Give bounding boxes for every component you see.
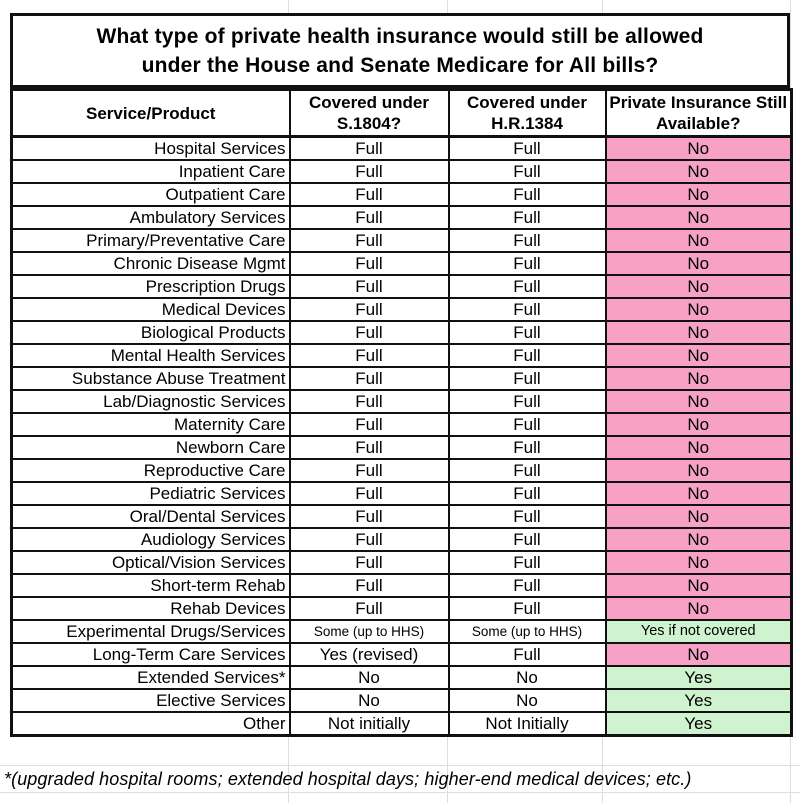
availability-cell: No [606,528,792,551]
hr1384-cell: Full [449,643,606,666]
availability-cell: No [606,551,792,574]
availability-cell: No [606,597,792,620]
hr1384-cell: Full [449,413,606,436]
availability-cell: No [606,413,792,436]
s1804-cell: Full [290,482,449,505]
table-row [12,436,792,459]
s1804-cell: Full [290,321,449,344]
service-cell: Other [12,712,290,736]
table-row [12,321,792,344]
s1804-cell: Not initially [290,712,449,736]
s1804-cell: Full [290,252,449,275]
table-row [12,252,792,275]
table-row [12,183,792,206]
hr1384-cell: Full [449,482,606,505]
table-row [12,206,792,229]
hr1384-cell: Full [449,229,606,252]
availability-cell: Yes if not covered [606,620,792,643]
service-cell: Mental Health Services [12,344,290,367]
s1804-cell: Full [290,528,449,551]
page-title-line2: under the House and Senate Medicare for All bills? [141,53,659,77]
coverage-table [10,88,793,737]
s1804-cell: Yes (revised) [290,643,449,666]
table-row [12,643,792,666]
hr1384-cell: Full [449,206,606,229]
hr1384-cell: Full [449,528,606,551]
column-header-hr1384: Covered under H.R.1384 [449,90,606,137]
service-cell: Primary/Preventative Care [12,229,290,252]
page-title [10,13,790,88]
service-cell: Outpatient Care [12,183,290,206]
hr1384-cell: Full [449,597,606,620]
footnote: *(upgraded hospital rooms; extended hospital days; higher-end medical devices; etc.) [4,769,692,789]
hr1384-cell: Full [449,321,606,344]
table-row [12,160,792,183]
table-row [12,712,792,736]
s1804-cell: Full [290,390,449,413]
s1804-cell: Full [290,505,449,528]
hr1384-cell: No [449,666,606,689]
table-row [12,505,792,528]
table-row [12,137,792,161]
service-cell: Audiology Services [12,528,290,551]
hr1384-cell: Full [449,137,606,161]
column-header-service-product: Service/Product [12,90,290,137]
service-cell: Long-Term Care Services [12,643,290,666]
service-cell: Reproductive Care [12,459,290,482]
hr1384-cell: Full [449,505,606,528]
availability-cell: No [606,643,792,666]
availability-cell: No [606,505,792,528]
hr1384-cell: Full [449,183,606,206]
s1804-cell: Full [290,206,449,229]
hr1384-cell: Full [449,344,606,367]
table-row [12,229,792,252]
hr1384-cell: Full [449,367,606,390]
service-cell: Substance Abuse Treatment [12,367,290,390]
s1804-cell: Full [290,344,449,367]
table-row [12,482,792,505]
s1804-cell: Full [290,459,449,482]
table-row [12,275,792,298]
table-row [12,528,792,551]
service-cell: Optical/Vision Services [12,551,290,574]
hr1384-cell: Some (up to HHS) [449,620,606,643]
hr1384-cell: Full [449,275,606,298]
s1804-cell: Full [290,275,449,298]
header-row [12,90,792,137]
service-cell: Experimental Drugs/Services [12,620,290,643]
s1804-cell: No [290,689,449,712]
availability-cell: No [606,482,792,505]
availability-cell: No [606,229,792,252]
s1804-cell: Full [290,413,449,436]
service-cell: Biological Products [12,321,290,344]
table-row [12,689,792,712]
table-row [12,597,792,620]
availability-cell: No [606,459,792,482]
service-cell: Medical Devices [12,298,290,321]
s1804-cell: Full [290,137,449,161]
column-header-s1804: Covered under S.1804? [290,90,449,137]
service-cell: Pediatric Services [12,482,290,505]
column-header-private-insurance: Private Insurance Still Available? [606,90,792,137]
availability-cell: Yes [606,712,792,736]
service-cell: Maternity Care [12,413,290,436]
s1804-cell: Full [290,183,449,206]
grid-line-horizontal [0,792,800,793]
s1804-cell: Some (up to HHS) [290,620,449,643]
hr1384-cell: Full [449,574,606,597]
availability-cell: No [606,436,792,459]
table-row [12,390,792,413]
s1804-cell: Full [290,160,449,183]
availability-cell: Yes [606,689,792,712]
page-title-line1: What type of private health insurance would still be allowed [96,24,704,48]
hr1384-cell: Full [449,551,606,574]
availability-cell: No [606,252,792,275]
service-cell: Ambulatory Services [12,206,290,229]
availability-cell: No [606,137,792,161]
service-cell: Extended Services* [12,666,290,689]
table-row [12,666,792,689]
availability-cell: No [606,367,792,390]
hr1384-cell: Full [449,298,606,321]
availability-cell: No [606,160,792,183]
s1804-cell: Full [290,229,449,252]
hr1384-cell: Full [449,252,606,275]
service-cell: Chronic Disease Mgmt [12,252,290,275]
table-row [12,620,792,643]
hr1384-cell: Full [449,436,606,459]
table-row [12,574,792,597]
s1804-cell: Full [290,298,449,321]
availability-cell: No [606,574,792,597]
service-cell: Elective Services [12,689,290,712]
table-row [12,413,792,436]
service-cell: Short-term Rehab [12,574,290,597]
table-row [12,551,792,574]
s1804-cell: Full [290,436,449,459]
service-cell: Prescription Drugs [12,275,290,298]
availability-cell: No [606,206,792,229]
s1804-cell: Full [290,551,449,574]
table-row [12,459,792,482]
availability-cell: No [606,390,792,413]
availability-cell: No [606,183,792,206]
hr1384-cell: Not Initially [449,712,606,736]
availability-cell: No [606,298,792,321]
s1804-cell: Full [290,367,449,390]
hr1384-cell: Full [449,459,606,482]
service-cell: Rehab Devices [12,597,290,620]
hr1384-cell: Full [449,160,606,183]
hr1384-cell: Full [449,390,606,413]
table-row [12,367,792,390]
table-row [12,344,792,367]
availability-cell: No [606,344,792,367]
service-cell: Hospital Services [12,137,290,161]
service-cell: Newborn Care [12,436,290,459]
table-row [12,298,792,321]
hr1384-cell: No [449,689,606,712]
s1804-cell: Full [290,574,449,597]
availability-cell: No [606,321,792,344]
service-cell: Oral/Dental Services [12,505,290,528]
service-cell: Inpatient Care [12,160,290,183]
s1804-cell: No [290,666,449,689]
availability-cell: No [606,275,792,298]
s1804-cell: Full [290,597,449,620]
availability-cell: Yes [606,666,792,689]
service-cell: Lab/Diagnostic Services [12,390,290,413]
